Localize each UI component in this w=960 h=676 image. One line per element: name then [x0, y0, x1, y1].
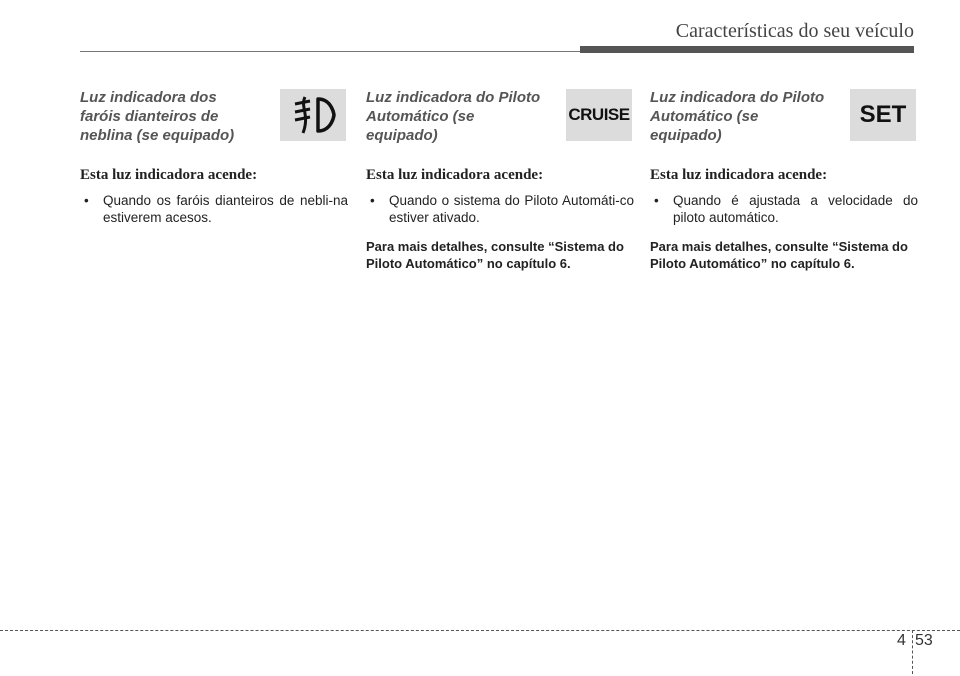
cruise-indicator-label: CRUISE [568, 105, 630, 124]
section-title: Luz indicadora do Piloto Automático (se equipado) [650, 89, 825, 144]
chapter-number: 4 [897, 632, 906, 649]
front-fog-light-icon [288, 93, 338, 137]
section-title: Luz indicadora do Piloto Automático (se equipado) [366, 89, 541, 144]
set-indicator-label: SET [859, 101, 907, 128]
section-lead: Esta luz indicadora acende: [80, 167, 258, 183]
section-note: Para mais detalhes, consulte “Sistema do Piloto Automático” no capítulo 6. [650, 239, 908, 271]
bullet-item: • Quando é ajustada a velocidade do piloto automático. [650, 192, 918, 226]
section-lead: Esta luz indicadora acende: [366, 167, 544, 183]
header-rule-thick [580, 46, 914, 53]
section-fog-light [80, 88, 348, 226]
page-number-separator [912, 630, 913, 674]
page-number [897, 632, 933, 650]
section-title: Luz indicadora dos faróis dianteiros de neblina (se equipado) [80, 89, 235, 144]
header-rule-thin [80, 51, 580, 52]
section-cruise-set [650, 88, 918, 272]
bullet-item: • Quando o sistema do Piloto Automáti-co estiver ativado. [366, 192, 634, 226]
header-title: Características do seu veículo [675, 20, 914, 42]
section-note: Para mais detalhes, consulte “Sistema do Piloto Automático” no capítulo 6. [366, 239, 624, 271]
bullet-item: • Quando os faróis dianteiros de nebli-na estiverem acesos. [80, 192, 348, 226]
fog-light-indicator [280, 89, 346, 141]
set-indicator [850, 89, 916, 141]
footer-rule [0, 630, 960, 631]
section-cruise [366, 88, 634, 272]
cruise-indicator [566, 89, 632, 141]
page-in-chapter: 53 [915, 632, 933, 649]
section-lead: Esta luz indicadora acende: [650, 167, 828, 183]
